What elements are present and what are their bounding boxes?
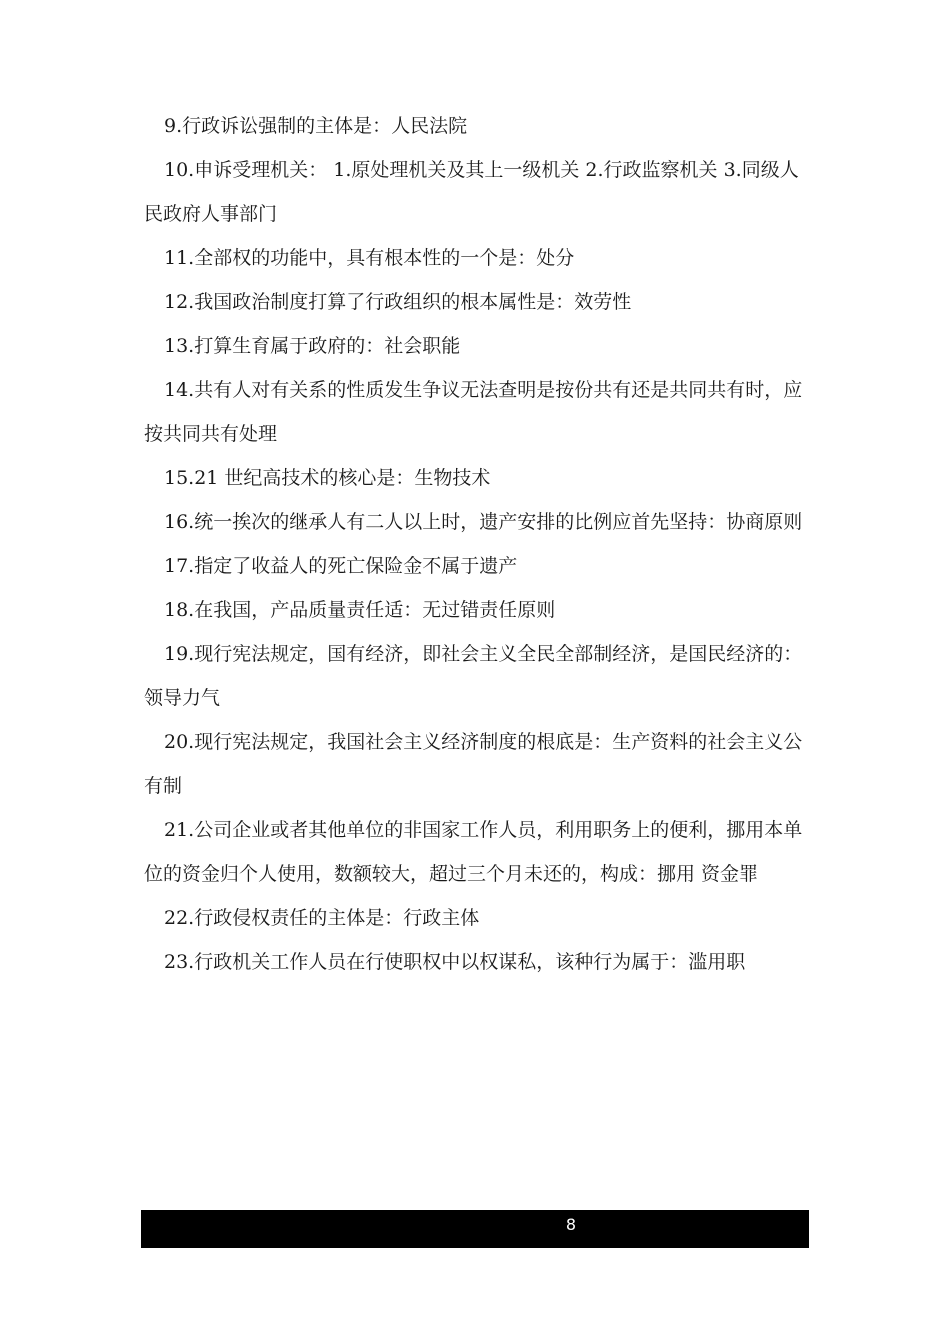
page-number: 8 — [565, 1215, 577, 1234]
list-item: 10.申诉受理机关： 1.原处理机关及其上一级机关 2.行政监察机关 3.同级人民政府人事部门 — [144, 159, 799, 225]
list-item: 11.全部权的功能中，具有根本性的一个是：处分 — [164, 247, 575, 269]
list-item: 22.行政侵权责任的主体是：行政主体 — [164, 907, 480, 929]
list-item: 16.统一挨次的继承人有二人以上时，遗产安排的比例应首先坚持：协商原则 — [164, 511, 803, 533]
list-item: 18.在我国，产品质量责任适：无过错责任原则 — [164, 599, 556, 621]
list-item: 15.21 世纪高技术的核心是：生物技术 — [164, 467, 491, 489]
list-item: 23.行政机关工作人员在行使职权中以权谋私，该种行为属于：滥用职 — [164, 951, 746, 973]
list-item: 14.共有人对有关系的性质发生争议无法查明是按份共有还是共同共有时，应按共同共有处理 — [144, 379, 803, 445]
page-footer-bar — [141, 1210, 809, 1248]
list-item: 9.行政诉讼强制的主体是：人民法院 — [164, 115, 468, 137]
list-item: 13.打算生育属于政府的：社会职能 — [164, 335, 461, 357]
list-item: 20.现行宪法规定，我国社会主义经济制度的根底是：生产资料的社会主义公有制 — [144, 731, 803, 797]
list-item: 12.我国政治制度打算了行政组织的根本属性是：效劳性 — [164, 291, 632, 313]
document-body — [144, 104, 808, 984]
list-item: 21.公司企业或者其他单位的非国家工作人员，利用职务上的便利，挪用本单位的资金归个人使用，数额较大，超过三个月未还的，构成：挪用 资金罪 — [144, 819, 803, 885]
list-item: 17.指定了收益人的死亡保险金不属于遗产 — [164, 555, 518, 577]
list-item: 19.现行宪法规定，国有经济，即社会主义全民全部制经济，是国民经济的：领导力气 — [144, 643, 803, 709]
